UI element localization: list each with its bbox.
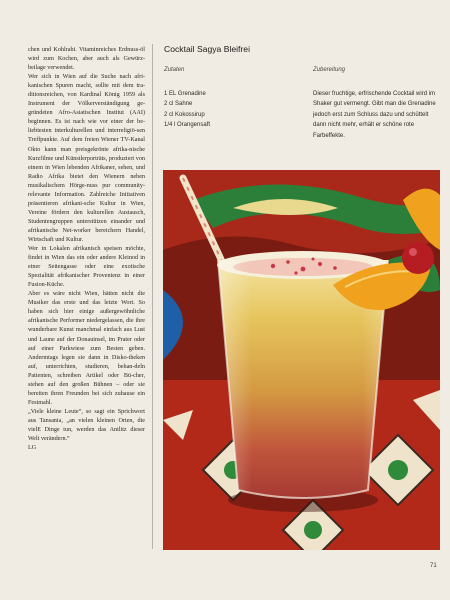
article-paragraph: Aber es wäre nicht Wien, hätten nicht die Musiker das erste und das letzte Wort. So haben sich hier einige außergewöhnliche afrikanische Performer niedergelassen, die ihre wunderbare Kunst manchmal einfach aus Lust und Laune auf der Donauinsel, im Prater oder auf einer Parkwiese zum Besten geben. Andermtags legen sie dann in Disko-theken auf, unterrichten, studieren, behan-deln Patienten, schreiben Artikel oder Bü-cher, stehen auf den großen Bühnen – oder sie bereiten ihren Freunden bei sich zuhause ein Festmahl. xyxy=(28,291,145,406)
ingredient-item: 2 cl Sahne xyxy=(164,101,193,108)
ingredient-item: 2 cl Kokossirup xyxy=(164,111,205,118)
author-initials: LG xyxy=(28,445,37,452)
article-text-column xyxy=(28,46,145,453)
preparation-text: Dieser fruchtige, erfrischende Cocktail wird im Shaker gut vermengt. Gibt man die Grenadine jedoch erst zum Schluss dazu und schüttelt dann nicht mehr, erhält er schöne rote Farbeffekte. xyxy=(313,91,436,139)
cocktail-photo xyxy=(163,170,440,550)
ingredient-item: 1 EL Grenadine xyxy=(164,91,206,97)
ingredients-list xyxy=(164,89,210,131)
recipe-title: Cocktail Sagya Bleifrei xyxy=(164,44,250,54)
page-number: 71 xyxy=(430,563,437,569)
article-paragraph: Wer sich in Wien auf die Suche nach afri-kanischen Spuren macht, sollte mit dem tra-ditionsreichen, von Kardinal König 1959 als Instrument der Völkerverständigung ge-gründeten Afro-Asiatischen Institut (AAI) beginnen. Es ist nach wie vor einer der be-liebtesten interkulturellen und interreligiö-sen Treffpunkte. Auf dem freien Wiener TV-Kanal Okto kann man preisgekrönte afrika-nische Kurzfilme und Künstlerporträts, produziert von einem in Wien lebenden Afrikaner, sehen, und Radio Afrika bietet den Wienern neben musikalischem Hörge-nuss pur community-relevante Information. Zahlreiche Initiativen präsentieren afrikani-sche Kultur in Wien, Vereine fördern den kulturellen Austausch, Studentengruppen unterstützen einander und afrikanische Net-worker bereichern Handel, Wirtschaft und Kultur. xyxy=(28,74,145,243)
ingredients-heading: Zutaten xyxy=(164,67,185,73)
article-paragraph: Wer in Lokalen afrikanisch speisen möchte, findet in Wien das ein oder andere Kleinod in einer Seitengasse oder eine exotische Spezialität afrikanischer Provenienz in einer Fusion-Küche. xyxy=(28,246,145,289)
preparation-heading: Zubereitung xyxy=(313,67,346,73)
column-divider xyxy=(152,44,153,549)
article-paragraph: „Viele kleine Leute“, so sagt ein Sprichwort aus Tansania, „an vielen kleinen Orten, die vielE Dinge tun, werden das Antlitz dieser Welt verändern.“ xyxy=(28,408,145,443)
cocktail-photo-illustration xyxy=(163,170,440,550)
article-paragraph: chen und Kohlrabi. Vitaminreiches Erdnuss-öl wird zum Kochen, aber auch als Gewürz-beilage verwendet. xyxy=(28,47,145,72)
ingredient-item: 1/4 l Orangensaft xyxy=(164,122,211,129)
